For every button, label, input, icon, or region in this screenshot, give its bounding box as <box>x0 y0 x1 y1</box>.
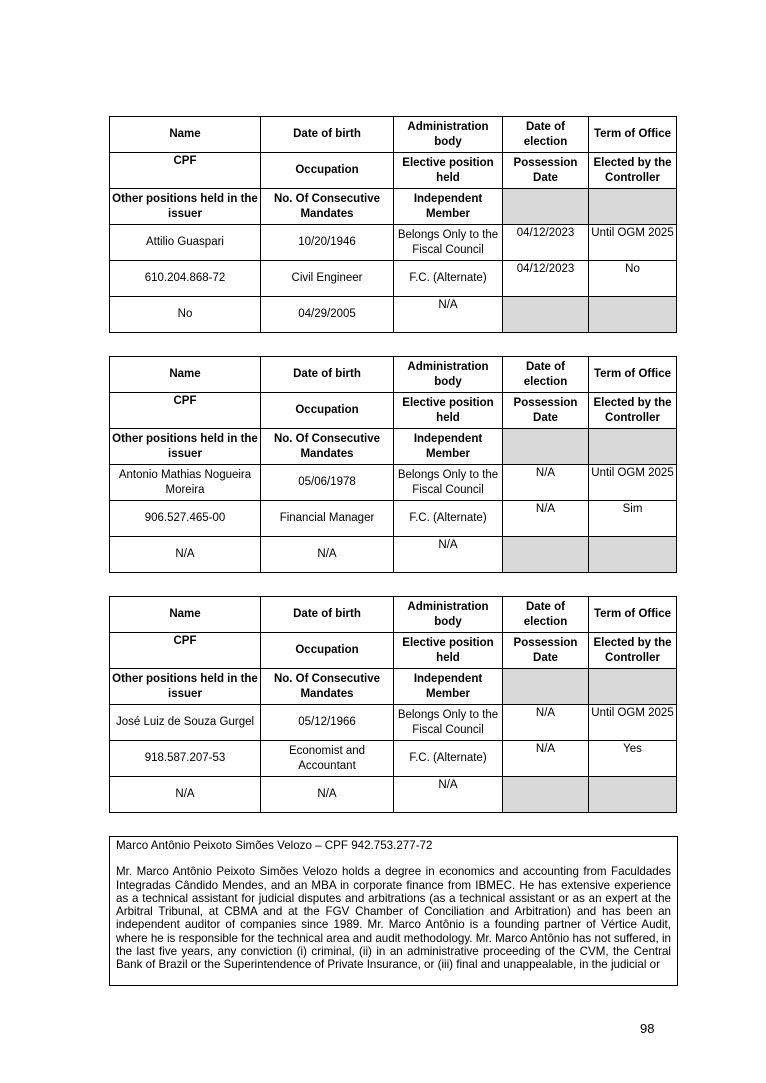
member-possession-date: N/A <box>503 741 589 777</box>
member-date-of-election: 04/12/2023 <box>503 225 589 261</box>
member-admin-body: Belongs Only to the Fiscal Council <box>394 225 503 261</box>
header-independent-member: Independent Member <box>394 429 503 465</box>
member-elective-position: F.C. (Alternate) <box>394 261 503 297</box>
member-possession-date: N/A <box>503 501 589 537</box>
member-independent-member: N/A <box>394 297 503 333</box>
header-name: Name <box>110 357 261 393</box>
header-admin-body: Administration body <box>394 597 503 633</box>
empty-cell <box>589 669 677 705</box>
member-date-of-election: N/A <box>503 465 589 501</box>
header-admin-body: Administration body <box>394 357 503 393</box>
header-elected-by-controller: Elected by the Controller <box>589 153 677 189</box>
header-term-of-office: Term of Office <box>589 357 677 393</box>
header-elective-position: Elective position held <box>394 153 503 189</box>
member-elective-position: F.C. (Alternate) <box>394 741 503 777</box>
header-date-of-birth: Date of birth <box>261 357 394 393</box>
empty-cell <box>503 777 589 813</box>
empty-cell <box>589 777 677 813</box>
header-admin-body: Administration body <box>394 117 503 153</box>
member-name: Attilio Guaspari <box>110 225 261 261</box>
member-elected-by-controller: Yes <box>589 741 677 777</box>
page-number: 98 <box>640 1021 655 1036</box>
header-occupation: Occupation <box>261 153 394 189</box>
member-elective-position: F.C. (Alternate) <box>394 501 503 537</box>
member-date-of-birth: 10/20/1946 <box>261 225 394 261</box>
header-name: Name <box>110 117 261 153</box>
member-cpf: 918.587.207-53 <box>110 741 261 777</box>
member-name: Antonio Mathias Nogueira Moreira <box>110 465 261 501</box>
header-elective-position: Elective position held <box>394 633 503 669</box>
header-possession-date: Possession Date <box>503 393 589 429</box>
member-admin-body: Belongs Only to the Fiscal Council <box>394 705 503 741</box>
member-table-1 <box>109 116 677 333</box>
member-other-positions: No <box>110 297 261 333</box>
biography-text: Mr. Marco Antônio Peixoto Simões Velozo holds a degree in economics and accounting from Faculdades Integradas Cândido Mendes, and an MBA in corporate finance from IBMEC. He has extensive experience as a technical assistant for judicial disputes and arbitrations (as a technical assistant or as an expert at the Arbitral Tribunal, at CBMA and at the FGV Chamber of Conciliation and Arbitration) and has been an independent auditor of companies since 1989. Mr. Marco Antônio is a founding partner of Vértice Audit, where he is responsible for the technical area and audit methodology. Mr. Marco Antônio has not suffered, in the last five years, any conviction (i) criminal, (ii) in an administrative proceeding of the CVM, the Central Bank of Brazil or the Superintendence of Private Insurance, or (iii) final and unappealable, in the judicial or <box>116 865 671 972</box>
member-occupation: Civil Engineer <box>261 261 394 297</box>
header-name: Name <box>110 597 261 633</box>
header-occupation: Occupation <box>261 393 394 429</box>
empty-cell <box>503 669 589 705</box>
member-table-3 <box>109 596 677 813</box>
empty-cell <box>503 429 589 465</box>
empty-cell <box>503 537 589 573</box>
member-elected-by-controller: No <box>589 261 677 297</box>
member-occupation: Economist and Accountant <box>261 741 394 777</box>
header-possession-date: Possession Date <box>503 633 589 669</box>
member-name: José Luiz de Souza Gurgel <box>110 705 261 741</box>
header-cpf: CPF <box>110 153 261 189</box>
biography-heading: Marco Antônio Peixoto Simões Velozo – CPF 942.753.277-72 <box>116 839 433 852</box>
member-elected-by-controller: Sim <box>589 501 677 537</box>
member-consecutive-mandates: 04/29/2005 <box>261 297 394 333</box>
header-term-of-office: Term of Office <box>589 117 677 153</box>
member-table-2 <box>109 356 677 573</box>
member-consecutive-mandates: N/A <box>261 777 394 813</box>
member-other-positions: N/A <box>110 537 261 573</box>
member-term-of-office: Until OGM 2025 <box>589 225 677 261</box>
header-date-of-birth: Date of birth <box>261 597 394 633</box>
member-independent-member: N/A <box>394 537 503 573</box>
header-other-positions: Other positions held in the issuer <box>110 669 261 705</box>
header-possession-date: Possession Date <box>503 153 589 189</box>
header-date-of-birth: Date of birth <box>261 117 394 153</box>
header-cpf: CPF <box>110 633 261 669</box>
member-date-of-birth: 05/06/1978 <box>261 465 394 501</box>
empty-cell <box>589 537 677 573</box>
member-date-of-election: N/A <box>503 705 589 741</box>
header-date-of-election: Date of election <box>503 597 589 633</box>
empty-cell <box>503 189 589 225</box>
member-consecutive-mandates: N/A <box>261 537 394 573</box>
header-elected-by-controller: Elected by the Controller <box>589 633 677 669</box>
header-other-positions: Other positions held in the issuer <box>110 189 261 225</box>
empty-cell <box>589 189 677 225</box>
empty-cell <box>589 429 677 465</box>
member-occupation: Financial Manager <box>261 501 394 537</box>
member-cpf: 906.527.465-00 <box>110 501 261 537</box>
header-date-of-election: Date of election <box>503 357 589 393</box>
header-other-positions: Other positions held in the issuer <box>110 429 261 465</box>
header-term-of-office: Term of Office <box>589 597 677 633</box>
header-elective-position: Elective position held <box>394 393 503 429</box>
header-elected-by-controller: Elected by the Controller <box>589 393 677 429</box>
member-date-of-birth: 05/12/1966 <box>261 705 394 741</box>
empty-cell <box>589 297 677 333</box>
member-independent-member: N/A <box>394 777 503 813</box>
member-admin-body: Belongs Only to the Fiscal Council <box>394 465 503 501</box>
header-consecutive-mandates: No. Of Consecutive Mandates <box>261 189 394 225</box>
member-other-positions: N/A <box>110 777 261 813</box>
header-date-of-election: Date of election <box>503 117 589 153</box>
header-consecutive-mandates: No. Of Consecutive Mandates <box>261 429 394 465</box>
member-term-of-office: Until OGM 2025 <box>589 465 677 501</box>
member-cpf: 610.204.868-72 <box>110 261 261 297</box>
header-occupation: Occupation <box>261 633 394 669</box>
header-independent-member: Independent Member <box>394 189 503 225</box>
member-term-of-office: Until OGM 2025 <box>589 705 677 741</box>
empty-cell <box>503 297 589 333</box>
header-cpf: CPF <box>110 393 261 429</box>
biography-box <box>109 836 678 986</box>
header-consecutive-mandates: No. Of Consecutive Mandates <box>261 669 394 705</box>
header-independent-member: Independent Member <box>394 669 503 705</box>
member-possession-date: 04/12/2023 <box>503 261 589 297</box>
